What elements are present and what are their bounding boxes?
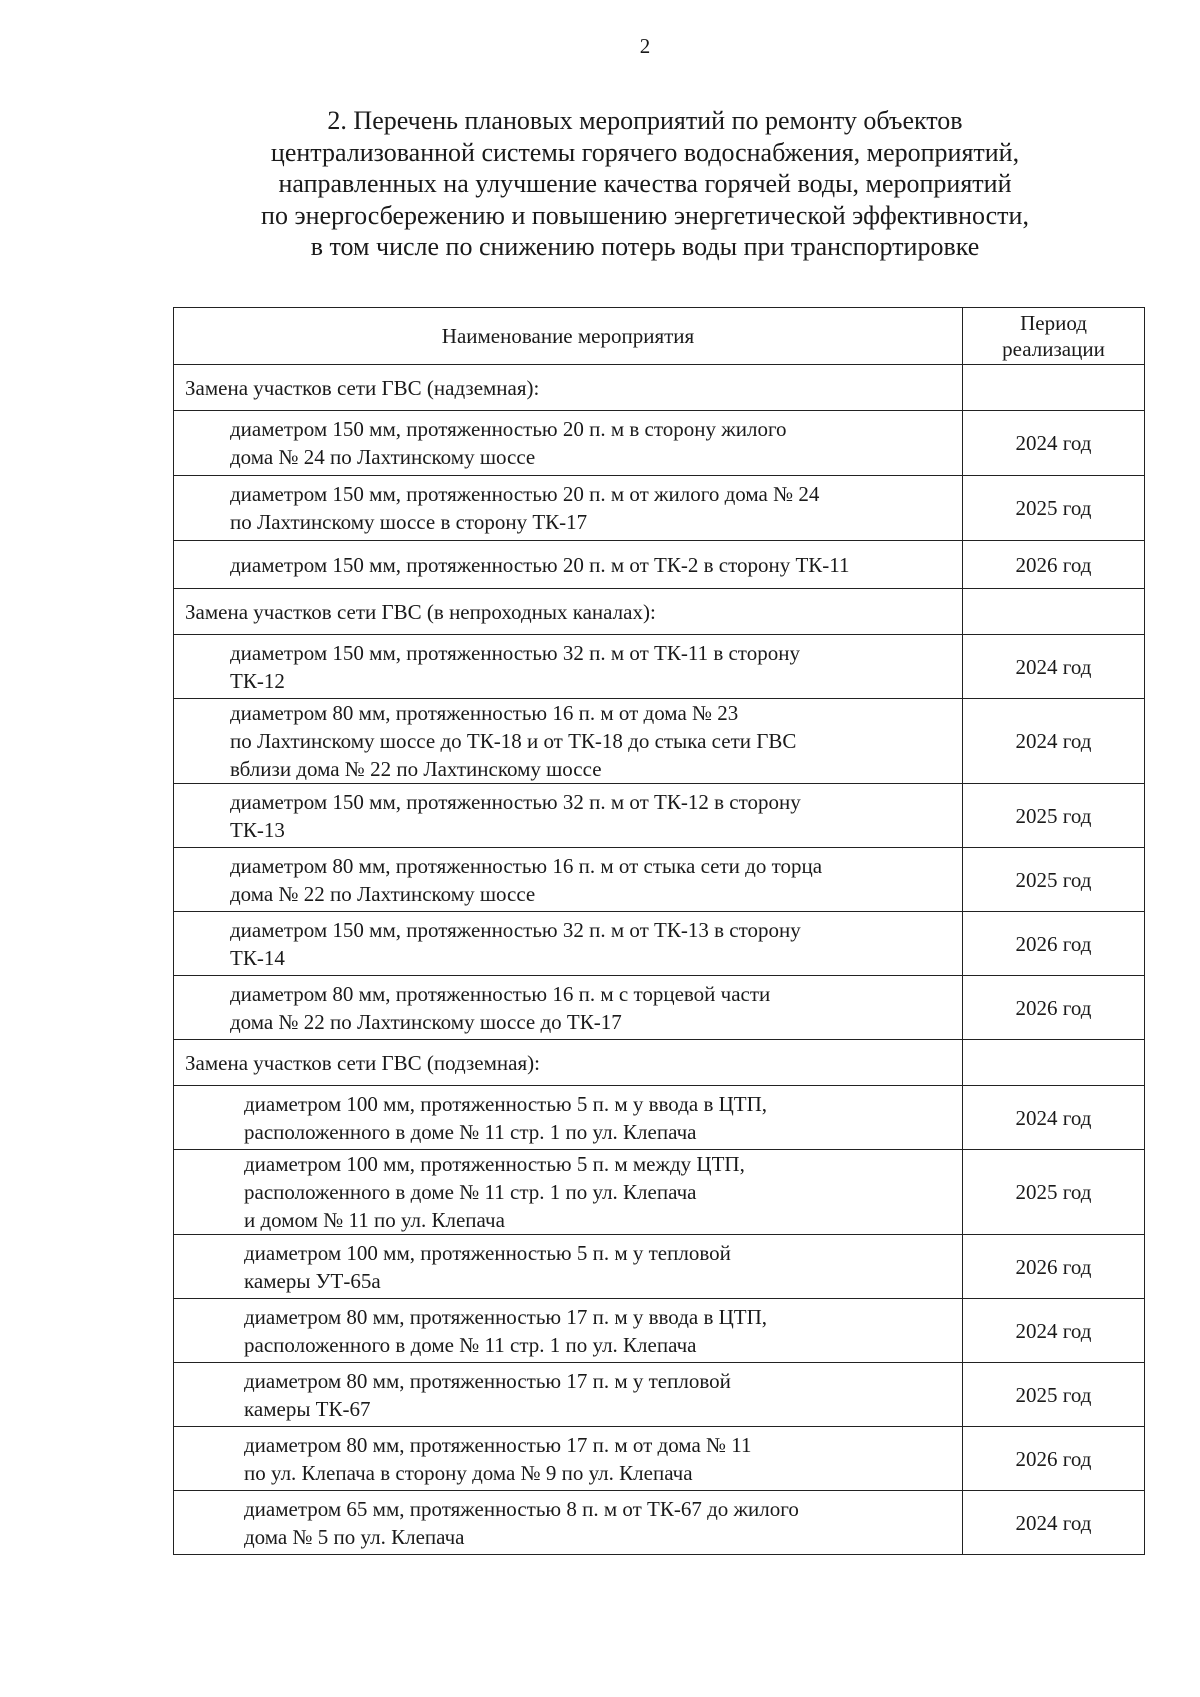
table-row [174, 976, 1145, 1040]
measure-period: 2025 год [963, 476, 1145, 541]
measure-period: 2024 год [963, 1491, 1145, 1555]
section-title: Замена участков сети ГВС (в непроходных каналах): [174, 589, 963, 635]
measure-description [174, 1235, 963, 1299]
section-period-empty [963, 365, 1145, 411]
title-line: 2. Перечень плановых мероприятий по ремонту объектов [327, 106, 963, 135]
measure-text: диаметром 150 мм, протяженностью 20 п. м в сторону жилого дома № 24 по Лахтинскому шоссе [230, 417, 787, 469]
measure-text: диаметром 80 мм, протяженностью 16 п. м от дома № 23 по Лахтинскому шоссе до ТК-18 и от ТК-18 до стыка сети ГВС вблизи дома № 22 по Лахтинскому шоссе [230, 701, 797, 781]
table-row [174, 1363, 1145, 1427]
table-row [174, 635, 1145, 699]
table-row [174, 1235, 1145, 1299]
table-body [174, 365, 1145, 1555]
measure-text: диаметром 150 мм, протяженностью 32 п. м от ТК-12 в сторону ТК-13 [230, 789, 801, 842]
measure-description [174, 635, 963, 699]
measure-description [174, 476, 963, 541]
measure-description [174, 411, 963, 476]
table-row [174, 848, 1145, 912]
measure-period: 2024 год [963, 1299, 1145, 1363]
table-row [174, 411, 1145, 476]
measure-text: диаметром 150 мм, протяженностью 32 п. м от ТК-11 в сторону ТК-12 [230, 640, 800, 693]
measure-text: диаметром 65 мм, протяженностью 8 п. м от ТК-67 до жилого дома № 5 по ул. Клепача [244, 1496, 799, 1549]
measure-text: диаметром 80 мм, протяженностью 16 п. м с торцевой части дома № 22 по Лахтинскому шоссе до ТК-17 [230, 981, 771, 1034]
section-row [174, 1040, 1145, 1086]
measure-description [174, 699, 963, 784]
measure-description [174, 1363, 963, 1427]
measure-text: диаметром 150 мм, протяженностью 20 п. м от жилого дома № 24 по Лахтинскому шоссе в сторону ТК-17 [230, 482, 820, 534]
header-name: Наименование мероприятия [174, 308, 963, 365]
measure-text: диаметром 80 мм, протяженностью 17 п. м у ввода в ЦТП, расположенного в доме № 11 стр. 1 по ул. Клепача [244, 1304, 768, 1357]
section-row [174, 365, 1145, 411]
section-title: Замена участков сети ГВС (надземная): [174, 365, 963, 411]
measures-table [173, 307, 1145, 1555]
measure-period: 2024 год [963, 1086, 1145, 1150]
table-row [174, 541, 1145, 589]
measure-period: 2024 год [963, 411, 1145, 476]
measure-description [174, 541, 963, 589]
section-row [174, 589, 1145, 635]
measure-text: диаметром 100 мм, протяженностью 5 п. м у тепловой камеры УТ-65а [244, 1240, 731, 1293]
table-row [174, 1086, 1145, 1150]
measure-text: диаметром 80 мм, протяженностью 17 п. м у тепловой камеры ТК-67 [244, 1368, 731, 1421]
table-row [174, 699, 1145, 784]
table-header-row [174, 308, 1145, 365]
title-line: по энергосбережению и повышению энергетической эффективности, [261, 200, 1029, 230]
measure-text: диаметром 100 мм, протяженностью 5 п. м между ЦТП, расположенного в доме № 11 стр. 1 по ул. Клепача и домом № 11 по ул. Клепача [244, 1152, 745, 1232]
measure-period: 2025 год [963, 1363, 1145, 1427]
title-line: в том числе по снижению потерь воды при транспортировке [310, 232, 980, 261]
document-title [170, 105, 1120, 263]
measure-period: 2026 год [963, 1235, 1145, 1299]
table-row [174, 476, 1145, 541]
measure-text: диаметром 80 мм, протяженностью 16 п. м от стыка сети до торца дома № 22 по Лахтинскому шоссе [230, 853, 823, 906]
measure-description [174, 976, 963, 1040]
measure-description [174, 848, 963, 912]
measure-text: диаметром 150 мм, протяженностью 32 п. м от ТК-13 в сторону ТК-14 [230, 917, 801, 970]
table-row [174, 1427, 1145, 1491]
measure-text: диаметром 100 мм, протяженностью 5 п. м у ввода в ЦТП, расположенного в доме № 11 стр. 1 по ул. Клепача [244, 1091, 768, 1144]
measure-description [174, 1491, 963, 1555]
table-row [174, 912, 1145, 976]
table-row [174, 1299, 1145, 1363]
section-title: Замена участков сети ГВС (подземная): [174, 1040, 963, 1086]
table-row [174, 1150, 1145, 1235]
measure-description [174, 784, 963, 848]
measure-period: 2025 год [963, 848, 1145, 912]
measure-description [174, 1150, 963, 1235]
measure-period: 2026 год [963, 912, 1145, 976]
measure-text: диаметром 150 мм, протяженностью 20 п. м от ТК-2 в сторону ТК-11 [230, 552, 850, 577]
table-row [174, 784, 1145, 848]
header-period: Период реализации [963, 308, 1145, 365]
measure-period: 2024 год [963, 635, 1145, 699]
measure-description [174, 1427, 963, 1491]
title-line: централизованной системы горячего водоснабжения, мероприятий, [270, 137, 1020, 167]
measure-text: диаметром 80 мм, протяженностью 17 п. м от дома № 11 по ул. Клепача в сторону дома № 9 по ул. Клепача [244, 1432, 752, 1485]
section-period-empty [963, 589, 1145, 635]
measure-period: 2026 год [963, 1427, 1145, 1491]
measure-period: 2026 год [963, 976, 1145, 1040]
title-line: направленных на улучшение качества горячей воды, мероприятий [278, 169, 1012, 198]
section-period-empty [963, 1040, 1145, 1086]
measure-period: 2025 год [963, 784, 1145, 848]
measure-period: 2025 год [963, 1150, 1145, 1235]
table-row [174, 1491, 1145, 1555]
measure-description [174, 1299, 963, 1363]
measure-description [174, 912, 963, 976]
measure-period: 2024 год [963, 699, 1145, 784]
measure-period: 2026 год [963, 541, 1145, 589]
measure-description [174, 1086, 963, 1150]
page-number: 2 [639, 34, 651, 58]
